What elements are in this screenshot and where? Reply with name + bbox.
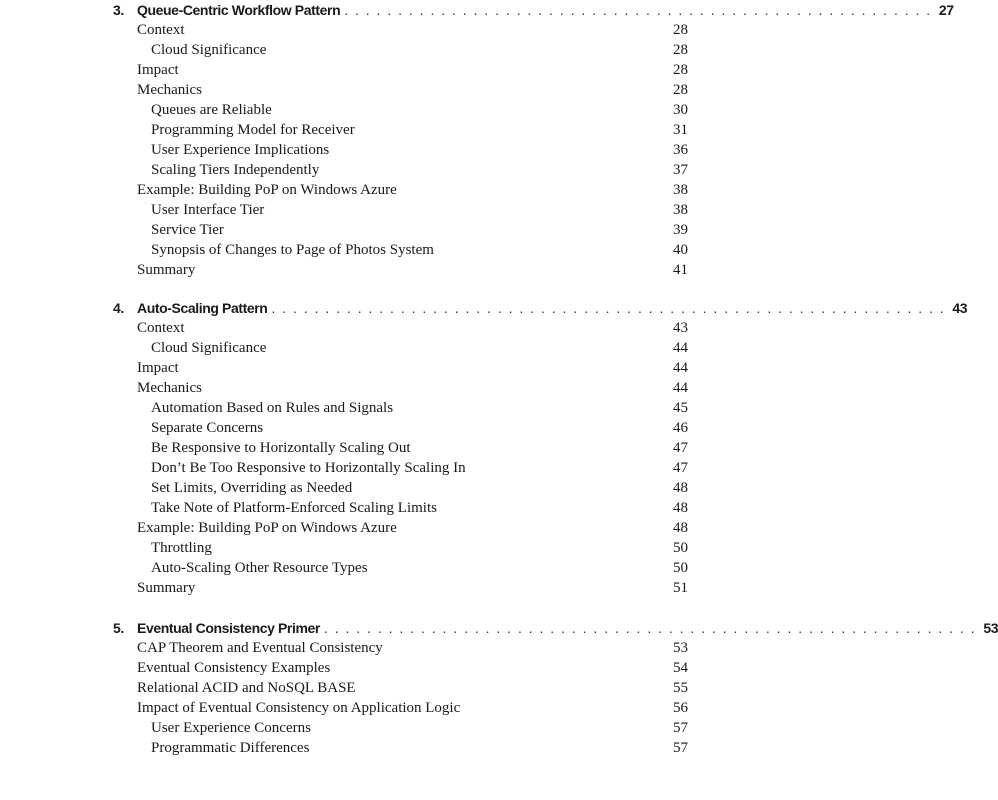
toc-entry-page: 28 [673,62,688,78]
toc-entry-page: 48 [673,500,688,516]
toc-entry-title: Cloud Significance [151,340,267,356]
toc-entry[interactable] [113,318,688,338]
toc-entry-title: Context [137,22,185,38]
toc-entry-title: Queues are Reliable [151,102,272,118]
toc-entry-page: 51 [673,580,688,596]
toc-entry[interactable] [113,538,688,558]
toc-entry-page: 53 [673,640,688,656]
toc-entry-page: 38 [673,202,688,218]
toc-entry-page: 28 [673,82,688,98]
toc-entry[interactable] [113,140,688,160]
chapter-page-number: 53 [983,620,998,636]
toc-entry-page: 48 [673,480,688,496]
toc-entry-title: Be Responsive to Horizontally Scaling Out [151,440,411,456]
toc-entry-page: 57 [673,720,688,736]
toc-entry[interactable] [113,20,688,40]
chapter-number: 5. [113,620,124,636]
toc-entry[interactable] [113,120,688,140]
toc-entry[interactable] [113,200,688,220]
chapter-title: Eventual Consistency Primer [137,620,320,636]
toc-entry-page: 41 [673,262,688,278]
toc-entry[interactable] [113,718,688,738]
toc-entry[interactable] [113,100,688,120]
toc-entry[interactable] [113,698,688,718]
toc-entry-title: User Experience Concerns [151,720,311,736]
toc-entry-page: 44 [673,360,688,376]
toc-entry[interactable] [113,40,688,60]
toc-entry-title: Scaling Tiers Independently [151,162,320,178]
toc-entry-title: Eventual Consistency Examples [137,660,331,676]
toc-entry[interactable] [113,418,688,438]
toc-entry[interactable] [113,478,688,498]
toc-entry-title: Context [137,320,185,336]
toc-entry[interactable] [113,658,688,678]
toc-entry[interactable] [113,578,688,598]
chapter-title: Queue-Centric Workflow Pattern [137,2,341,18]
toc-entry[interactable] [113,638,688,658]
toc-entry-page: 55 [673,680,688,696]
chapter-4 [113,298,968,598]
toc-entry-page: 47 [673,440,688,456]
dot-leader: . . . . . . . . . . . . . . . . . . . . . . . . . . . . . . . . . . . . . . . . . . . . . . . . . . . . . . . [344,2,932,18]
dot-leader: . . . . . . . . . . . . . . . . . . . . . . . . . . . . . . . . . . . . . . . . . . . . . . . . . . . . . . . . . . . . . [323,620,977,636]
toc-entry-title: Cloud Significance [151,42,267,58]
toc-entry-title: Don’t Be Too Responsive to Horizontally Scaling In [151,460,466,476]
chapter-title: Auto-Scaling Pattern [137,300,268,316]
toc-entry-title: CAP Theorem and Eventual Consistency [137,640,383,656]
chapter-5 [113,618,998,758]
chapter-3 [113,0,954,280]
toc-entry-title: Relational ACID and NoSQL BASE [137,680,356,696]
toc-entry-page: 28 [673,42,688,58]
toc-entry[interactable] [113,558,688,578]
toc-entry-title: Programmatic Differences [151,740,310,756]
toc-entry-page: 45 [673,400,688,416]
chapter-heading [113,298,968,318]
toc-entry-page: 31 [673,122,688,138]
toc-entry[interactable] [113,458,688,478]
toc-entry-title: Summary [137,262,196,278]
toc-entry-title: Summary [137,580,196,596]
toc-entry-page: 28 [673,22,688,38]
toc-entry[interactable] [113,220,688,240]
toc-entry-page: 37 [673,162,688,178]
toc-entry-title: Impact [137,62,179,78]
toc-entry-title: Set Limits, Overriding as Needed [151,480,353,496]
toc-entry-page: 44 [673,380,688,396]
toc-entry-page: 47 [673,460,688,476]
toc-entry-title: User Interface Tier [151,202,265,218]
toc-entry[interactable] [113,358,688,378]
chapter-page-number: 43 [952,300,968,316]
toc-entry[interactable] [113,180,688,200]
toc-entry-page: 30 [673,102,688,118]
toc-entry-title: Synopsis of Changes to Page of Photos System [151,242,434,258]
toc-entry-page: 50 [673,560,688,576]
toc-entry-title: Mechanics [137,380,202,396]
toc-entry-page: 57 [673,740,688,756]
toc-entry[interactable] [113,398,688,418]
toc-entry[interactable] [113,438,688,458]
chapter-number: 4. [113,300,124,316]
toc-entry-page: 36 [673,142,688,158]
toc-entry-page: 40 [673,242,688,258]
toc-entry[interactable] [113,498,688,518]
toc-entry[interactable] [113,378,688,398]
toc-entry-title: User Experience Implications [151,142,330,158]
toc-entry-page: 46 [673,420,688,436]
toc-entry-title: Programming Model for Receiver [151,122,355,138]
toc-entry-page: 54 [673,660,688,676]
toc-entry-title: Auto-Scaling Other Resource Types [151,560,368,576]
dot-leader: . . . . . . . . . . . . . . . . . . . . . . . . . . . . . . . . . . . . . . . . . . . . . . . . . . . . . . . . . . . . . . . [271,300,946,316]
toc-entry-page: 56 [673,700,688,716]
toc-entry-title: Example: Building PoP on Windows Azure [137,182,397,198]
toc-entry-page: 50 [673,540,688,556]
toc-entry-title: Mechanics [137,82,202,98]
chapter-number: 3. [113,2,124,18]
toc-entry-title: Automation Based on Rules and Signals [151,400,394,416]
toc-entry[interactable] [113,678,688,698]
toc-entry-page: 39 [673,222,688,238]
toc-entry-title: Separate Concerns [151,420,264,436]
toc-entry[interactable] [113,738,688,758]
chapter-heading [113,618,998,638]
toc-entry-title: Impact of Eventual Consistency on Application Logic [137,700,461,716]
toc-entry-page: 44 [673,340,688,356]
toc-entry-title: Take Note of Platform-Enforced Scaling Limits [151,500,437,516]
toc-entry-title: Impact [137,360,179,376]
toc-entry[interactable] [113,518,688,538]
toc-entry[interactable] [113,60,688,80]
toc-entry-page: 48 [673,520,688,536]
toc-entry[interactable] [113,240,688,260]
toc-entry[interactable] [113,80,688,100]
toc-entry-title: Throttling [151,540,212,556]
toc-entry[interactable] [113,338,688,358]
toc-entry-page: 38 [673,182,688,198]
toc-entry-page: 43 [673,320,688,336]
chapter-heading [113,0,954,20]
toc-entry-title: Example: Building PoP on Windows Azure [137,520,397,536]
toc-entry[interactable] [113,160,688,180]
toc-entry-title: Service Tier [151,222,224,238]
chapter-page-number: 27 [938,2,954,18]
toc-entry[interactable] [113,260,688,280]
